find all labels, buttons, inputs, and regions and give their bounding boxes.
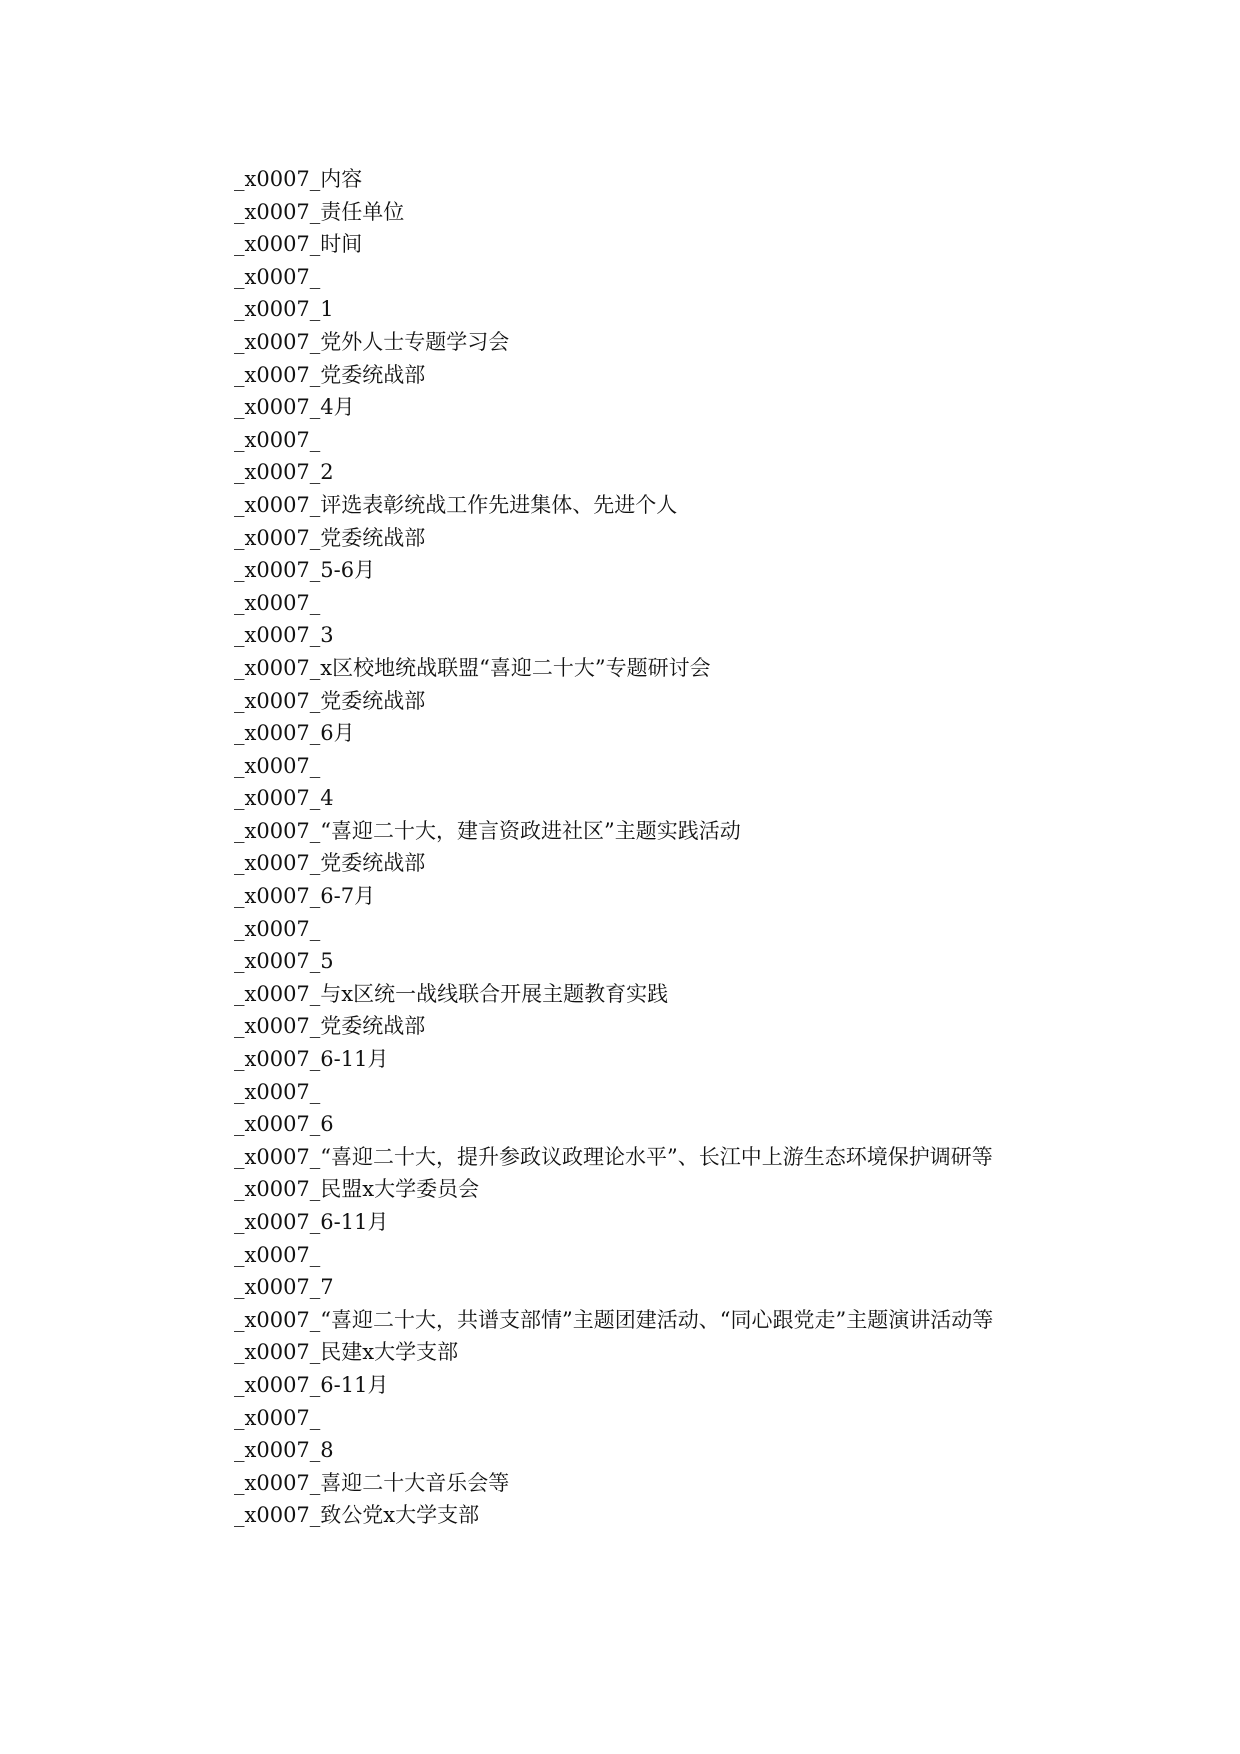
paragraph: _x0007_6-7月 [234, 884, 376, 909]
paragraph: _x0007_ [234, 1079, 321, 1104]
paragraph: _x0007_民建x大学支部 [234, 1340, 459, 1365]
paragraph: _x0007_6 [234, 1112, 334, 1137]
paragraph: _x0007_ [234, 753, 321, 778]
paragraph: _x0007_1 [234, 297, 334, 322]
paragraph: _x0007_喜迎二十大音乐会等 [234, 1470, 510, 1495]
paragraph: _x0007_6-11月 [234, 1372, 389, 1397]
paragraph: _x0007_6-11月 [234, 1210, 389, 1234]
paragraph: _x0007_民盟x大学委员会 [234, 1177, 480, 1202]
paragraph: _x0007_4 [234, 786, 334, 811]
paragraph: _x0007_ [234, 1242, 321, 1267]
document-body [188, 163, 1060, 1532]
paragraph: _x0007_ [234, 590, 321, 615]
paragraph: _x0007_党外人士专题学习会 [234, 329, 510, 354]
paragraph: _x0007_4月 [234, 395, 355, 420]
paragraph: _x0007_内容 [234, 167, 363, 191]
paragraph: _x0007_ [234, 1405, 321, 1430]
paragraph: _x0007_党委统战部 [234, 362, 426, 387]
paragraph: _x0007_“喜迎二十大，建言资政进社区”主题实践活动 [234, 818, 741, 843]
paragraph: _x0007_2 [234, 460, 334, 485]
paragraph: _x0007_与x区统一战线联合开展主题教育实践 [234, 981, 669, 1006]
paragraph: _x0007_党委统战部 [234, 688, 426, 713]
paragraph: _x0007_ [234, 427, 321, 452]
paragraph: _x0007_6月 [234, 721, 355, 746]
paragraph: _x0007_党委统战部 [234, 1014, 426, 1039]
paragraph: _x0007_7 [234, 1275, 334, 1300]
paragraph: _x0007_x区校地统战联盟“喜迎二十大”专题研讨会 [234, 655, 711, 680]
paragraph: _x0007_评选表彰统战工作先进集体、先进个人 [234, 492, 678, 517]
paragraph: _x0007_6-11月 [234, 1047, 389, 1072]
paragraph: _x0007_ [234, 264, 321, 289]
paragraph: _x0007_党委统战部 [234, 525, 426, 550]
paragraph: _x0007_8 [234, 1438, 334, 1463]
paragraph: _x0007_党委统战部 [234, 851, 426, 876]
paragraph: _x0007_致公党x大学支部 [234, 1503, 480, 1528]
paragraph: _x0007_5-6月 [234, 558, 376, 583]
paragraph: _x0007_3 [234, 623, 334, 648]
paragraph: _x0007_ [234, 916, 321, 941]
paragraph: _x0007_“喜迎二十大，提升参政议政理论水平”、长江中上游生态环境保护调研等 [234, 1144, 993, 1169]
paragraph: _x0007_责任单位 [234, 199, 405, 224]
paragraph: _x0007_“喜迎二十大，共谱支部情”主题团建活动、“同心跟党走”主题演讲活动等 [234, 1307, 994, 1332]
paragraph: _x0007_5 [234, 949, 334, 974]
paragraph: _x0007_时间 [234, 232, 363, 257]
